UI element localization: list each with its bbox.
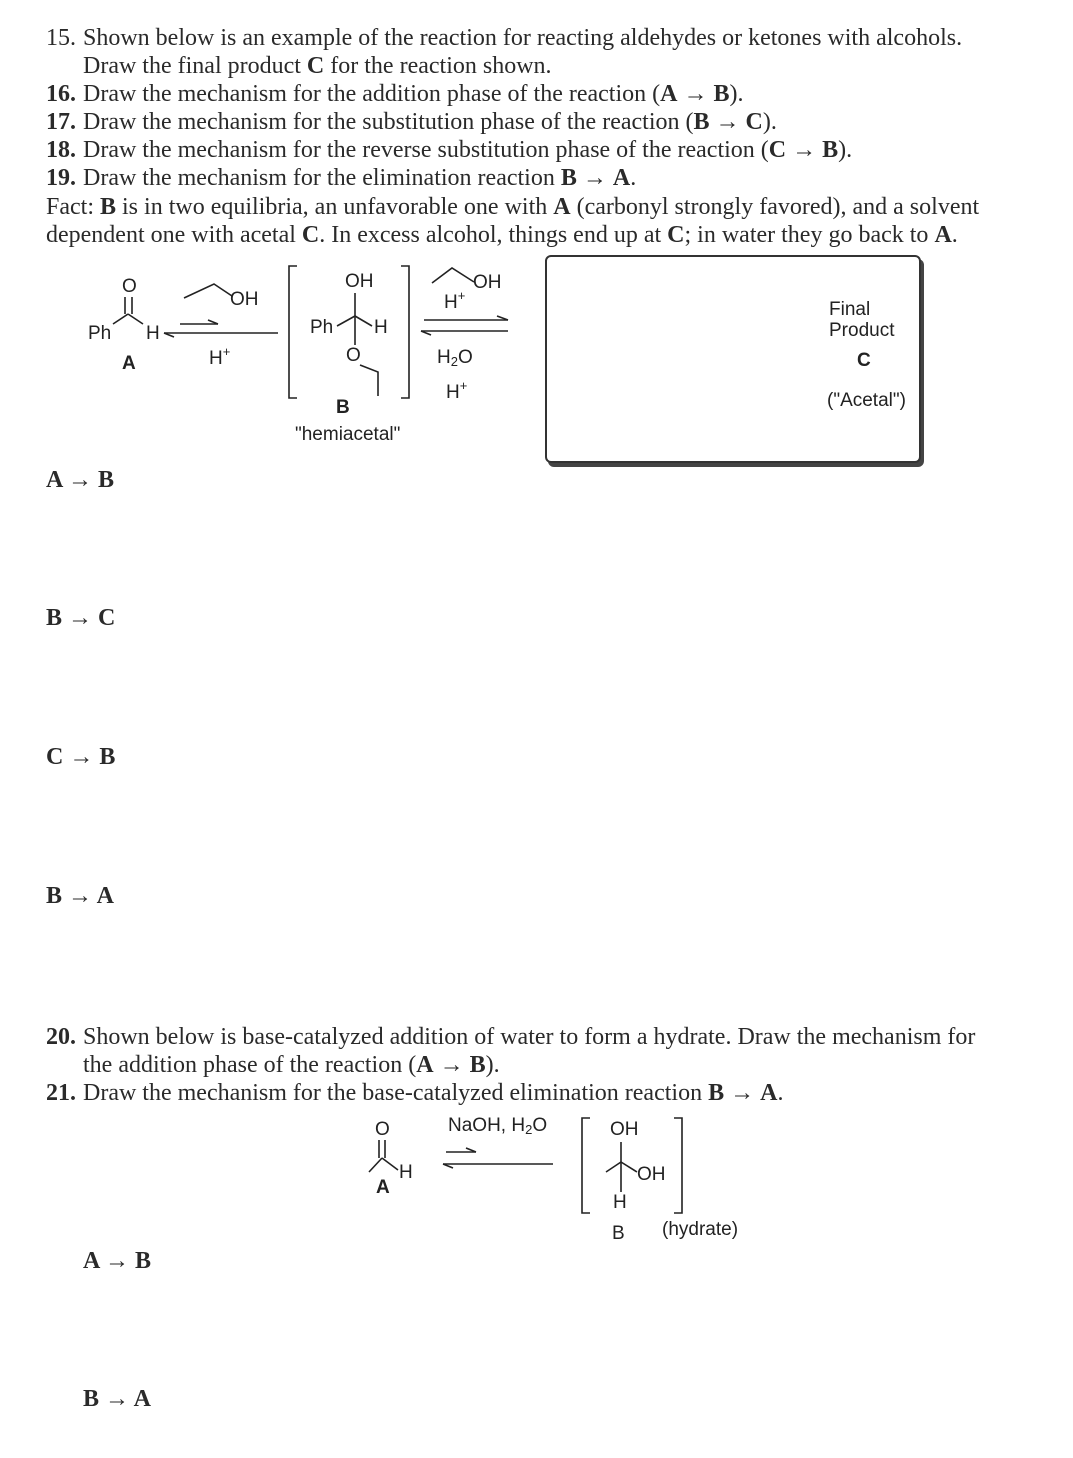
ethanol2-chain [432, 268, 474, 283]
hydrate-h-label: H [613, 1192, 627, 1213]
b-ph-bond [337, 316, 355, 326]
bracket-left-hydrate [582, 1118, 590, 1213]
label-b: B [336, 397, 350, 418]
q15-line2: Draw the final product C for the reaction shown. [83, 53, 552, 79]
fact-line2: dependent one with acetal C. In excess alcohol, things end up at C; in water they go back to A. [46, 222, 958, 248]
q20-text: Shown below is base-catalyzed addition of water to form a hydrate. Draw the mechanism for [83, 1024, 976, 1050]
catalyst-h-plus-3: H+ [446, 378, 468, 403]
final-label-c: C [857, 350, 871, 371]
b-o-label: O [346, 345, 361, 366]
q21-number: 21. [46, 1080, 76, 1106]
q20-line1 [46, 1023, 975, 1051]
label-a: A [122, 353, 136, 374]
acetal-label: ("Acetal") [827, 390, 906, 411]
bracket-right-hydrate [674, 1118, 682, 1213]
q15-text: Shown below is an example of the reaction for reacting aldehydes or ketones with alcohols. [83, 25, 963, 51]
catalyst-h-plus-1: H+ [209, 344, 231, 369]
a2-h-atom: H [399, 1162, 413, 1183]
reagent-naoh: NaOH, $H_2O$ [448, 1115, 548, 1137]
q19-number: 19. [46, 165, 76, 191]
a-h-bond [128, 314, 143, 324]
ethanol-chain [184, 284, 232, 298]
final-label-1: Final [829, 299, 871, 320]
section-b-to-c: B → C [46, 605, 116, 631]
q16-number: 16. [46, 81, 76, 107]
q21 [46, 1079, 783, 1107]
section-c-to-b: C → B [46, 744, 116, 770]
a-o-atom: O [122, 276, 137, 297]
b-h-bond [355, 316, 372, 326]
label-a2: A [376, 1177, 390, 1198]
hydrate-label: (hydrate) [662, 1219, 739, 1240]
section2-a-to-b: A → B [83, 1248, 152, 1274]
b-ph-label: Ph [310, 317, 334, 338]
a2-o-atom: O [375, 1119, 390, 1140]
b-h-label: H [374, 317, 388, 338]
b-oh-label: OH [345, 271, 374, 292]
bracket-right-b [401, 266, 409, 398]
q19-text: Draw the mechanism for the elimination reaction B → A. [83, 165, 637, 191]
ethanol-oh: OH [230, 289, 259, 310]
fact-line1: Fact: B is in two equilibria, an unfavorable one with A (carbonyl strongly favored), and a solvent [46, 194, 980, 220]
a-ph-label: Ph [88, 323, 112, 344]
water-label: $H_2O$ [437, 347, 473, 369]
section-a-to-b: A → B [46, 467, 115, 493]
b-ethyl-chain [360, 365, 378, 396]
q20-line2: the addition phase of the reaction (A → B). [83, 1052, 500, 1078]
a2-methyl-bond [369, 1158, 382, 1172]
ethanol2-oh: OH [473, 272, 502, 293]
section2-b-to-a: B → A [83, 1386, 152, 1412]
q18-number: 18. [46, 137, 76, 163]
q15-number: 15. [46, 25, 76, 51]
a-ph-bond [113, 314, 128, 324]
hemiacetal-label: "hemiacetal" [295, 424, 401, 445]
bracket-left-b [289, 266, 297, 398]
a-h-label: H [146, 323, 160, 344]
section-b-to-a: B → A [46, 883, 115, 909]
q17-number: 17. [46, 109, 76, 135]
q20-number: 20. [46, 1024, 76, 1050]
q21-text: Draw the mechanism for the base-catalyzed elimination reaction B → A. [83, 1080, 784, 1106]
final-label-2: Product [829, 320, 895, 341]
a2-h-bond [382, 1158, 398, 1170]
catalyst-h-plus-2: H+ [444, 288, 466, 313]
q18-text: Draw the mechanism for the reverse substitution phase of the reaction (C → B). [83, 137, 853, 163]
hydrate-methyl-bond [606, 1162, 621, 1172]
q16-text: Draw the mechanism for the addition phase of the reaction (A → B). [83, 81, 744, 107]
hydrate-oh-right: OH [637, 1164, 666, 1185]
hydrate-oh-top: OH [610, 1119, 639, 1140]
label-b2: B [612, 1223, 625, 1244]
q17-text: Draw the mechanism for the substitution phase of the reaction (B → C). [83, 109, 777, 135]
hydrate-oh-bond [621, 1162, 637, 1172]
